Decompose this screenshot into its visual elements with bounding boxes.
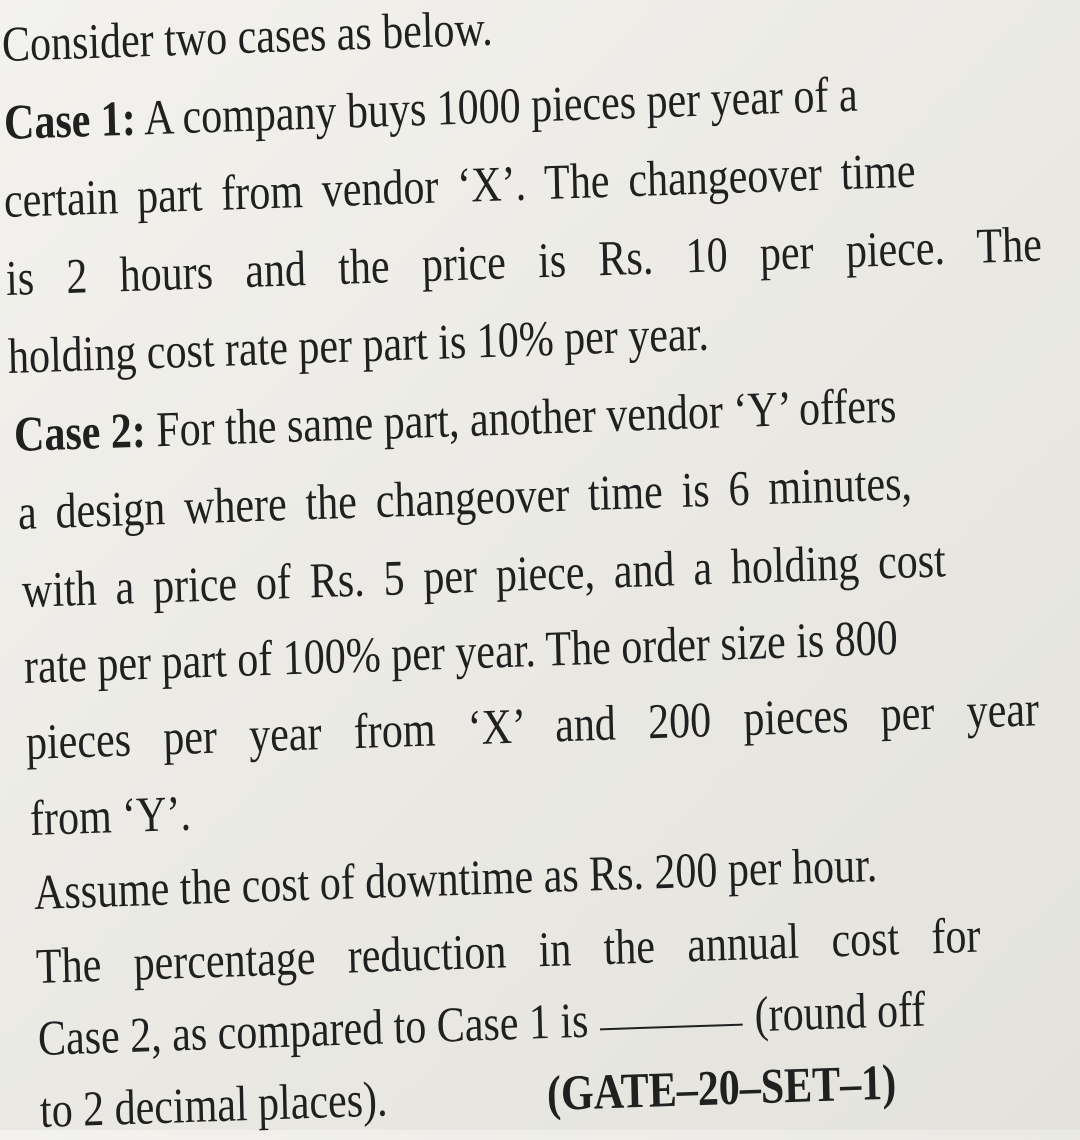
case1-text-1: A company buys 1000 pieces per year of a (135, 65, 859, 146)
case2-line-6: from ‘Y’. (29, 784, 192, 846)
case2-text-1: For the same part, another vendor ‘Y’ offers (145, 376, 897, 458)
intro-text: Consider two cases as below. (1, 0, 494, 72)
case1-line-4: holding cost rate per part is 10% per year. (7, 304, 710, 384)
case2-line-3: with a price of Rs. 5 per piece, and a holding cost (21, 531, 947, 618)
case1-label: Case 1: (3, 89, 137, 150)
source-tag: (GATE–20–SET–1) (546, 1053, 897, 1122)
case1-line-2: certain part from vendor ‘X’. The changeover time (3, 141, 916, 228)
case2-line-1 (13, 375, 897, 464)
answer-blank (600, 1024, 743, 1031)
case2-line-2: a design where the changeover time is 6 minutes, (17, 454, 913, 540)
case2-line-5: pieces per year from ‘X’ and 200 pieces per year (25, 680, 1040, 770)
case1-line-3: is 2 hours and the price is Rs. 10 per piece. The (5, 215, 1043, 306)
case2-label: Case 2: (13, 401, 147, 462)
question-text-2a: Case 2, as compared to Case 1 is (37, 991, 589, 1066)
question-line-3 (39, 1052, 896, 1140)
question-line-1: The percentage reduction in the annual cost for (35, 906, 981, 994)
case1-line-1 (3, 64, 858, 152)
case2-line-4: rate per part of 100% per year. The order size is 800 (23, 608, 899, 694)
assumption-text: Assume the cost of downtime as Rs. 200 per hour. (33, 835, 878, 920)
question-text-3: to 2 decimal places). (39, 1070, 389, 1138)
question-text-2b: (round off (753, 980, 926, 1043)
